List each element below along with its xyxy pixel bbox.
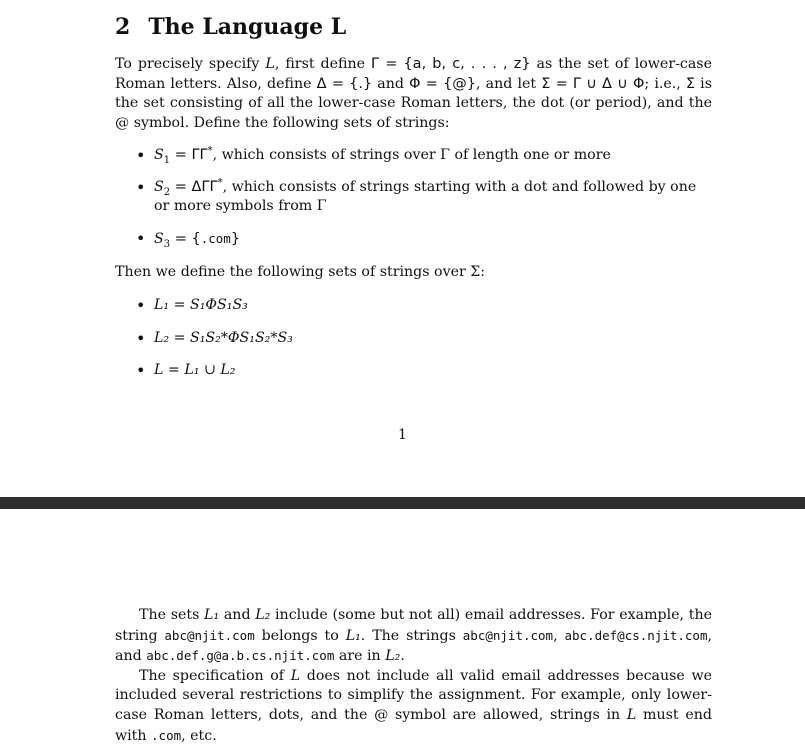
math-gamma-def: Γ = {a, b, c, . . . , z} — [371, 56, 531, 72]
code: abc.def@cs.njit.com — [564, 627, 708, 643]
text: , first define — [274, 56, 372, 72]
math: } — [230, 230, 241, 247]
text: To precisely specify — [115, 56, 266, 72]
section-number: 2 — [115, 14, 131, 40]
then-text: Then we define the following sets of strings over Σ: — [115, 264, 486, 280]
code: .com — [200, 230, 231, 246]
text: . — [400, 648, 405, 665]
page-number: 1 — [398, 427, 407, 443]
text: does not include all valid email addresses because we included several restrictions to simplify the assignment. For example, only lower-case Roman letters, dots, and the @ symbol are allowed, strings in — [115, 667, 712, 723]
text: , and — [115, 627, 712, 665]
math-sigma-def: Σ = Γ ∪ Δ ∪ Φ — [541, 75, 645, 92]
math-l: L = L₁ ∪ L₂ — [154, 362, 236, 379]
sets-list — [115, 146, 712, 249]
math: L₁ — [345, 627, 361, 644]
list-item — [115, 229, 712, 250]
text: belongs to — [254, 627, 346, 644]
text: The specification of — [139, 667, 291, 684]
math: = ΔΓΓ — [170, 178, 218, 195]
math-sub: 2 — [163, 186, 171, 198]
section-title: The Language L — [148, 14, 347, 40]
code: abc@njit.com — [164, 627, 255, 643]
text: , etc. — [181, 727, 217, 744]
text: are in — [334, 648, 386, 665]
math: Σ — [685, 75, 696, 92]
math-sub: 3 — [163, 238, 171, 250]
text: and — [219, 607, 256, 623]
list-item — [115, 361, 712, 381]
math-sub: 1 — [163, 154, 171, 166]
math: S — [154, 230, 164, 247]
list-item — [115, 329, 712, 349]
math: = ΓΓ — [170, 147, 208, 163]
math-l2: L₂ = S₁S₂*ΦS₁S₂*S₃ — [154, 329, 293, 346]
text: , and let — [476, 75, 542, 92]
math-delta-def: Δ = {.} — [316, 75, 373, 92]
text: must end with — [115, 706, 712, 744]
examples-paragraph — [115, 606, 712, 746]
text: , — [553, 627, 565, 644]
section-heading — [115, 12, 346, 42]
list-item — [115, 296, 712, 316]
math: = { — [170, 230, 201, 247]
text: The sets — [139, 607, 205, 623]
math: S — [154, 178, 164, 195]
math: L — [265, 56, 275, 72]
math: L — [626, 706, 637, 723]
math: L₂ — [385, 648, 401, 665]
intro-paragraph — [115, 55, 712, 133]
math-sup: * — [207, 145, 213, 157]
math-l1: L₁ = S₁ΦS₁S₃ — [154, 297, 248, 313]
page-separator — [0, 497, 805, 509]
text: include (some but not all) email addresses. For example, the string — [115, 607, 712, 644]
text: ; i.e., — [644, 75, 686, 92]
text: is the set consisting of all the lower-case Roman letters, the dot (or period), and the @ symbol. Define the following sets of strings: — [115, 75, 712, 131]
text: . The strings — [360, 627, 463, 644]
text: and — [372, 75, 410, 92]
languages-list — [115, 296, 712, 381]
math-sup: * — [217, 176, 223, 188]
text: , which consists of strings starting with a dot and followed by one or more symbols from Γ — [154, 178, 697, 215]
text: , which consists of strings over Γ of length one or more — [212, 147, 611, 163]
code: abc@njit.com — [462, 627, 554, 643]
math-phi-def: Φ = {@} — [409, 75, 477, 92]
code: abc.def.g@a.b.cs.njit.com — [146, 648, 335, 664]
list-item — [115, 146, 712, 166]
math: S — [154, 147, 164, 163]
text: as the set of lower-case Roman letters. Also, define — [115, 56, 712, 92]
math: L — [290, 667, 301, 684]
code: .com — [151, 727, 182, 743]
math: L₂ — [255, 607, 271, 623]
math: L₁ — [204, 607, 220, 623]
then-paragraph — [115, 263, 712, 283]
list-item — [115, 178, 712, 217]
